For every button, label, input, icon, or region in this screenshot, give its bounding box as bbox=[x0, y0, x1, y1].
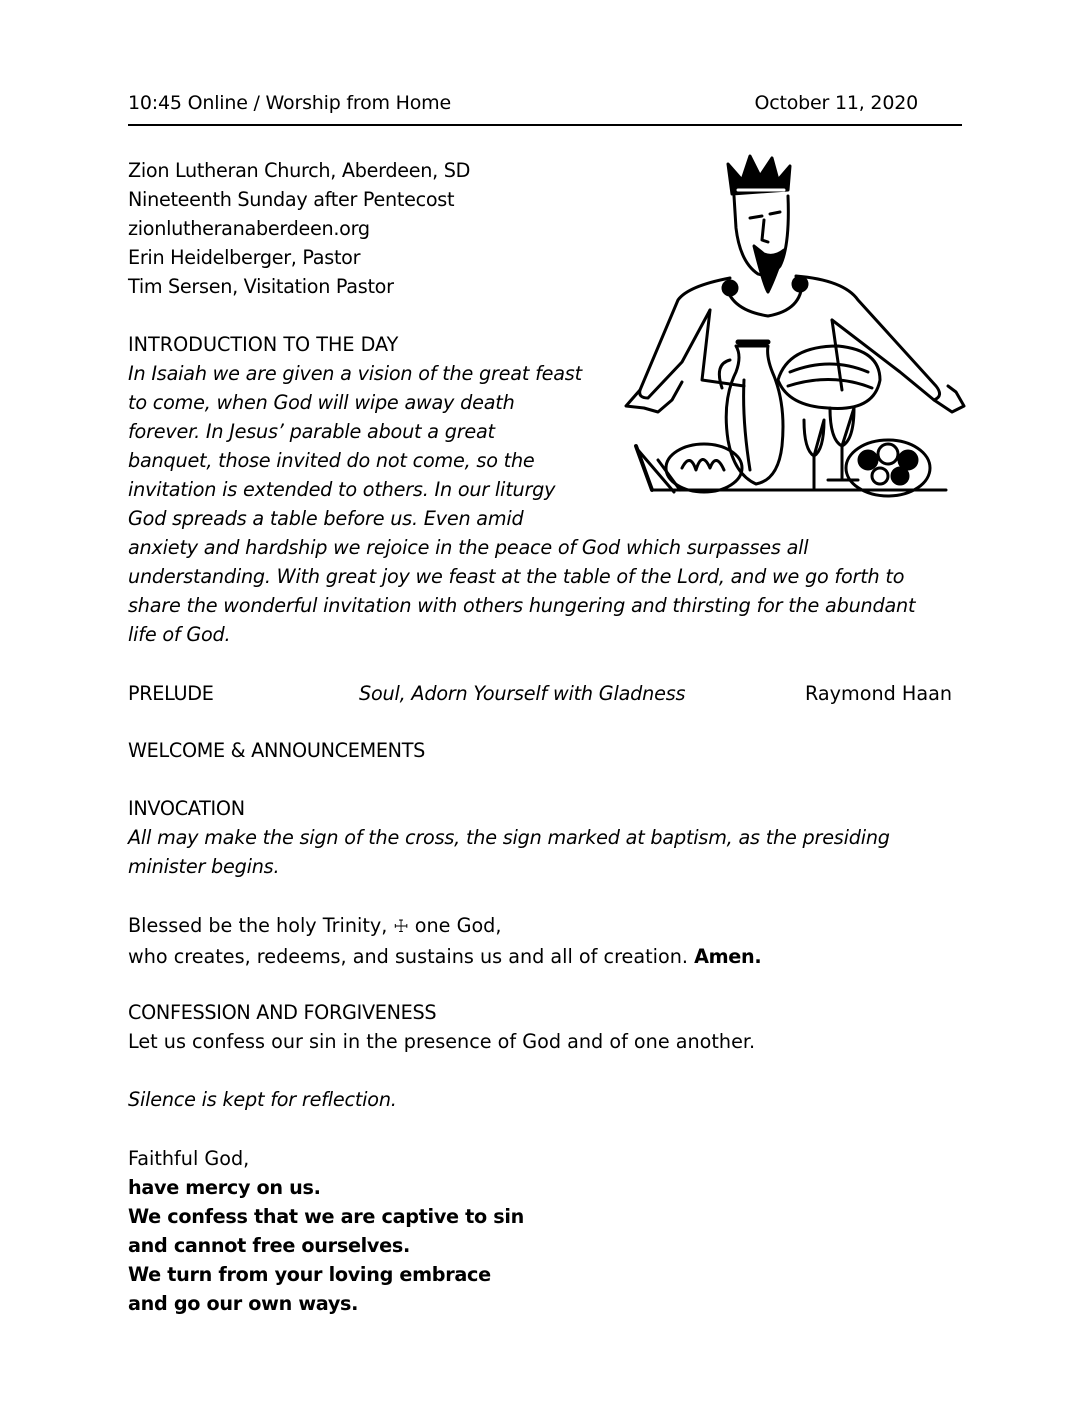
cross-icon: ☩ bbox=[393, 917, 409, 937]
confession-litany bbox=[128, 1144, 524, 1318]
intro-line: invitation is extended to others. In our liturgy bbox=[128, 478, 556, 501]
church-info bbox=[128, 156, 470, 301]
invocation-heading: INVOCATION bbox=[128, 797, 245, 820]
response-line: and go our own ways. bbox=[128, 1292, 359, 1315]
intro-line: banquet, those invited do not come, so the bbox=[128, 449, 535, 472]
response-line: We turn from your loving embrace bbox=[128, 1263, 491, 1286]
leader-line: Faithful God, bbox=[128, 1147, 250, 1170]
prelude-label: PRELUDE bbox=[128, 682, 214, 705]
intro-line: understanding. With great joy we feast at the table of the Lord, and we go forth to bbox=[128, 565, 905, 588]
blessing-line-2 bbox=[128, 942, 761, 971]
intro-line: anxiety and hardship we rejoice in the peace of God which surpasses all bbox=[128, 536, 809, 559]
blessing-text: one God, bbox=[408, 914, 502, 937]
church-name: Zion Lutheran Church, Aberdeen, SD bbox=[128, 159, 471, 182]
blessing-line-1 bbox=[128, 911, 761, 942]
pastor-name: Erin Heidelberger, Pastor bbox=[128, 246, 361, 269]
invocation-rubric bbox=[128, 823, 890, 881]
rubric-line: All may make the sign of the cross, the sign marked at baptism, as the presiding bbox=[128, 826, 890, 849]
page-header bbox=[128, 92, 962, 126]
prelude-composer: Raymond Haan bbox=[805, 682, 952, 705]
blessing-text: Blessed be the holy Trinity, bbox=[128, 914, 394, 937]
intro-line: share the wonderful invitation with others hungering and thirsting for the abundant bbox=[128, 594, 916, 617]
introduction-heading: INTRODUCTION TO THE DAY bbox=[128, 333, 399, 356]
amen-response: Amen. bbox=[694, 945, 762, 968]
visitation-pastor-name: Tim Sersen, Visitation Pastor bbox=[128, 275, 394, 298]
intro-line: life of God. bbox=[128, 623, 231, 646]
king-at-banquet-illustration bbox=[618, 150, 974, 510]
liturgical-day: Nineteenth Sunday after Pentecost bbox=[128, 188, 455, 211]
invocation-blessing bbox=[128, 911, 761, 971]
confession-heading: CONFESSION AND FORGIVENESS bbox=[128, 1001, 437, 1024]
intro-line: to come, when God will wipe away death bbox=[128, 391, 515, 414]
prelude-title: Soul, Adorn Yourself with Gladness bbox=[359, 682, 686, 705]
response-line: and cannot free ourselves. bbox=[128, 1234, 410, 1257]
intro-line: In Isaiah we are given a vision of the great feast bbox=[128, 362, 582, 385]
service-date: October 11, 2020 bbox=[754, 92, 918, 114]
service-title: 10:45 Online / Worship from Home bbox=[128, 92, 451, 114]
response-line: have mercy on us. bbox=[128, 1176, 321, 1199]
rubric-line: minister begins. bbox=[128, 855, 280, 878]
confession-invitation: Let us confess our sin in the presence of God and of one another. bbox=[128, 1030, 756, 1053]
intro-line: God spreads a table before us. Even amid bbox=[128, 507, 524, 530]
church-website: zionlutheranaberdeen.org bbox=[128, 217, 370, 240]
blessing-text: who creates, redeems, and sustains us and all of creation. bbox=[128, 945, 695, 968]
intro-line: forever. In Jesus’ parable about a great bbox=[128, 420, 495, 443]
silence-rubric: Silence is kept for reflection. bbox=[128, 1088, 397, 1111]
welcome-heading: WELCOME & ANNOUNCEMENTS bbox=[128, 739, 426, 762]
response-line: We confess that we are captive to sin bbox=[128, 1205, 525, 1228]
